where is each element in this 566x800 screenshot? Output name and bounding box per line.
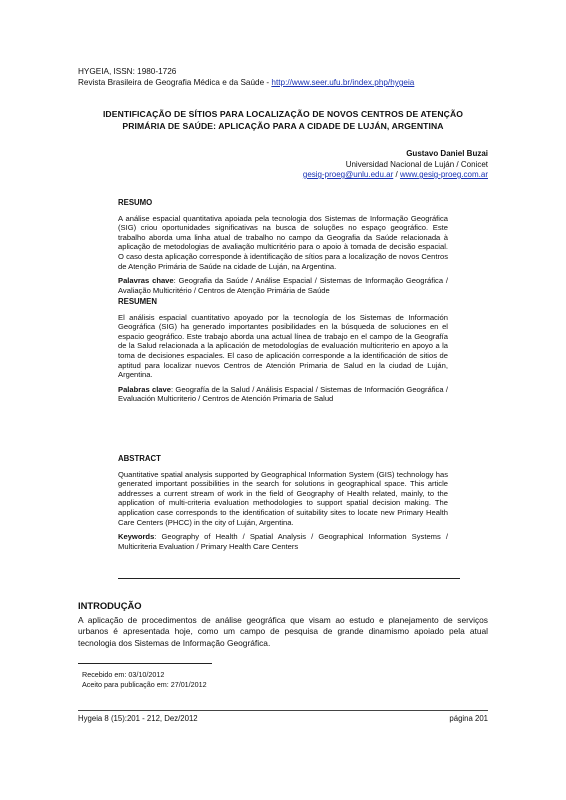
journal-name: Revista Brasileira de Geografia Médica e da Saúde - (78, 78, 272, 87)
author-affiliation: Universidad Nacional de Luján / Conicet (345, 159, 488, 169)
resumen-body: El análisis espacial cuantitativo apoyado por la tecnología de los Sistemas de Información Geográfica (SIG) ha generado importantes posibilidades en la búsqueda de soluciones en el espacio geográfico. Este trabajo aborda una actual línea de trabajo en el campo de la Geografía de la Salud relacionada a la aplicación de metodologías de evaluación multicriterio en apoyo a la toma de decisiones espaciales. El caso de aplicación corresponde a la identificación de sitios de aptitud para localizar nuevos Centros de Atención Primaria de Salud en la ciudad de Luján, Argentina. (118, 312, 448, 380)
abstract-divider (118, 578, 460, 579)
author-contact (303, 170, 488, 181)
intro-body: A aplicação de procedimentos de análise geográfica que visam ao estudo e planejamento de serviços urbanos é apresentada hoje, como um campo de pesquisa de grande dinamismo apoiado pela atual tecnologia dos Sistemas de Informação Geográfica. (78, 615, 488, 648)
footer-divider (78, 710, 488, 711)
resumo-section (118, 198, 448, 295)
abstract-keywords (118, 532, 448, 551)
resumen-keywords-label: Palabras clave (118, 384, 171, 394)
footnote-divider (78, 663, 212, 664)
journal-issn: HYGEIA, ISSN: 1980-1726 (78, 67, 177, 76)
title-line-2: PRIMÁRIA DE SAÚDE: APLICAÇÃO PARA A CIDADE DE LUJÁN, ARGENTINA (122, 120, 444, 131)
resumo-keywords-text: : Geografia da Saúde / Análise Espacial / Sistemas de Informação Geográfica / Avaliação Multicritério / Centros de Atenção Primária de Saúde (118, 276, 449, 295)
accepted-date: Aceito para publicação em: 27/01/2012 (82, 680, 207, 689)
abstract-keywords-label: Keywords (118, 532, 155, 542)
author-name: Gustavo Daniel Buzai (406, 149, 488, 158)
submission-notes (82, 670, 207, 690)
author-block (303, 149, 488, 181)
title-line-1: IDENTIFICAÇÃO DE SÍTIOS PARA LOCALIZAÇÃO DE NOVOS CENTROS DE ATENÇÃO (102, 109, 464, 119)
journal-name-line (78, 77, 414, 88)
journal-url-link[interactable]: http://www.seer.ufu.br/index.php/hygeia (271, 78, 415, 87)
abstract-keywords-text: : Geography of Health / Spatial Analysis / Geographical Information Systems / Multicriteria Evaluation / Primary Health Care Centers (118, 532, 448, 551)
resumo-keywords-label: Palavras chave (118, 276, 174, 286)
contact-separator: / (393, 170, 400, 179)
author-email-link[interactable]: gesig-proeg@unlu.edu.ar (302, 170, 394, 179)
resumen-keywords (118, 385, 448, 404)
author-website-link[interactable]: www.gesig-proeg.com.ar (399, 170, 488, 179)
received-date: Recebido em: 03/10/2012 (82, 670, 165, 679)
resumen-section (118, 297, 448, 404)
footer-citation: Hygeia 8 (15):201 - 212, Dez/2012 (78, 714, 198, 723)
resumen-keywords-text: : Geografía de la Salud / Análisis Espacial / Sistemas de Información Geográfica / Evaluación Multicriterio / Centros de Atención Primaria de Salud (118, 384, 448, 404)
resumen-heading: RESUMEN (118, 297, 157, 306)
paper-title (78, 109, 488, 132)
resumo-body: A análise espacial quantitativa apoiada pela tecnologia dos Sistemas de Informação Geográfica (SIG) criou oportunidades significativas na busca de soluções no espaço geográfico. Este trabalho aborda uma linha atual de trabalho no campo da Geografia da Saúde relacionada à aplicação de metodologias de avaliação multicritério para o apoio à tomada de decisão espacial. O caso desta aplicação corresponde à identificação de sítios para a localização de novos Centros de Atenção Primária de Saúde na cidade de Luján, na Argentina. (118, 213, 448, 271)
resumo-keywords (118, 276, 448, 295)
journal-header (78, 66, 414, 88)
abstract-section (118, 454, 448, 551)
abstract-body: Quantitative spatial analysis supported by Geographical Information System (GIS) technology has generated important possibilities in the search for solutions in geographical space. This article addresses a current stream of work in the field of Geography of Health related, mainly, to the application of multi-criteria evaluation methodologies to support spatial decision making. The application case corresponds to the identification of suitability sites to locate new Primary Health Care Centers (PHCC) in the city of Luján, Argentina. (118, 469, 448, 527)
resumo-heading: RESUMO (118, 198, 153, 207)
page-number: página 201 (449, 714, 488, 723)
abstract-heading: ABSTRACT (118, 454, 161, 463)
intro-heading: INTRODUÇÃO (78, 600, 142, 611)
